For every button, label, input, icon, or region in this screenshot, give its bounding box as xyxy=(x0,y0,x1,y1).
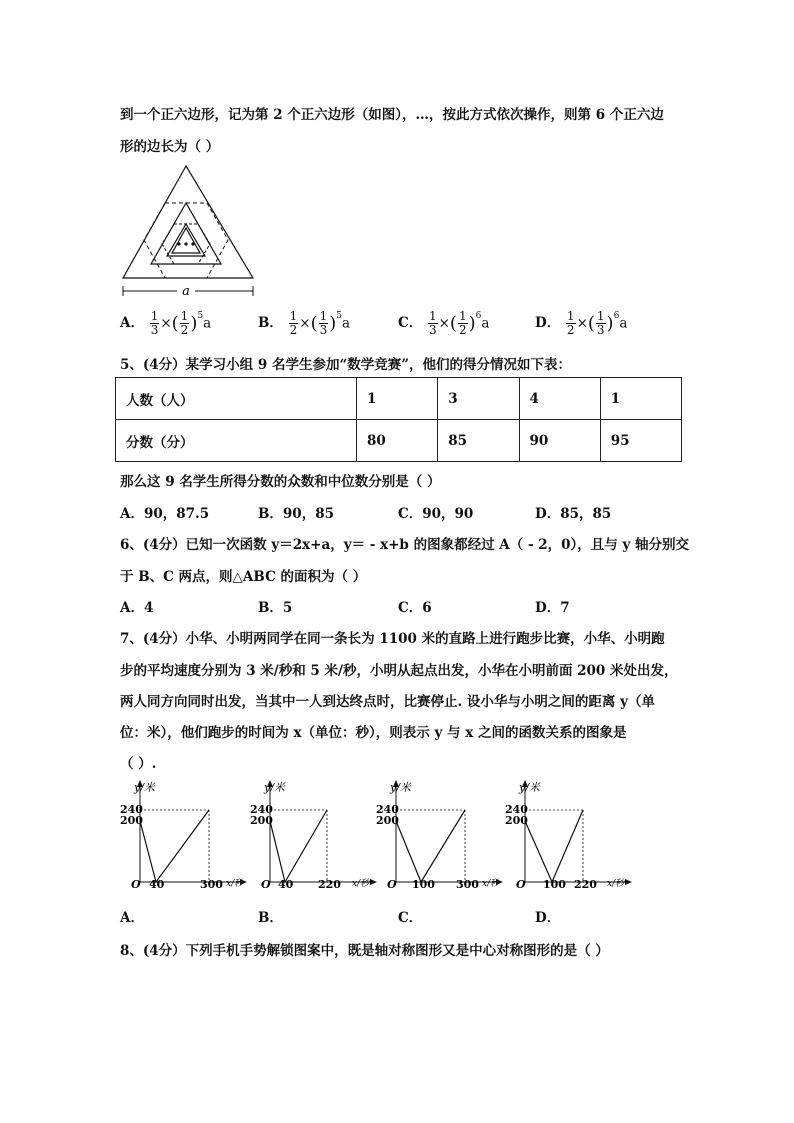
nested-hexagon-figure xyxy=(115,160,265,300)
svg-text:300: 300 xyxy=(456,878,479,891)
svg-text:200: 200 xyxy=(120,814,143,827)
q5-option-b[interactable]: B．90，85 xyxy=(258,506,334,522)
svg-text:y/米: y/米 xyxy=(390,781,411,794)
svg-text:40: 40 xyxy=(278,878,294,891)
figure-side-label: a xyxy=(182,284,190,299)
q7-line-5: （ ）. xyxy=(120,756,157,772)
row-header: 人数（人） xyxy=(116,378,357,420)
row-header: 分数（分） xyxy=(116,420,357,462)
q6-option-d[interactable]: D．7 xyxy=(535,600,570,616)
graph-a-label[interactable]: A． xyxy=(120,910,144,926)
q4-line-2: 形的边长为（ ） xyxy=(120,139,220,155)
table-cell: 1 xyxy=(600,378,681,420)
graph-c-label[interactable]: C． xyxy=(398,910,423,926)
svg-text:300: 300 xyxy=(200,878,223,891)
svg-text:220: 220 xyxy=(574,878,597,891)
q7-line-3: 两人同方向同时出发，当其中一人到达终点时，比赛停止. 设小华与小明之间的距离 y（单 xyxy=(120,694,655,710)
svg-text:x/秒: x/秒 xyxy=(226,879,244,889)
svg-text:200: 200 xyxy=(376,814,399,827)
graph-c xyxy=(374,778,509,893)
table-row xyxy=(116,420,682,462)
svg-text:O: O xyxy=(131,878,141,891)
q5-stem: 5、(4分）某学习小组 9 名学生参加“数学竞赛”，他们的得分情况如下表： xyxy=(120,357,571,373)
svg-text:y/米: y/米 xyxy=(264,781,285,794)
svg-text:240: 240 xyxy=(120,803,143,816)
q7-line-4: 位：米），他们跑步的时间为 x（单位：秒），则表示 y 与 x 之间的函数关系的图象是 xyxy=(120,725,627,741)
q6-option-c[interactable]: C．6 xyxy=(398,600,432,616)
svg-text:x/秒: x/秒 xyxy=(482,879,500,889)
svg-text:200: 200 xyxy=(250,814,273,827)
svg-text:240: 240 xyxy=(505,803,528,816)
svg-text:220: 220 xyxy=(318,878,341,891)
svg-text:O: O xyxy=(516,878,526,891)
q5-options xyxy=(120,502,680,522)
q6-line-1: 6、(4分）已知一次函数 y＝2x+a，y＝ - x+b 的图象都经过 A（ - 2，0），且与 y 轴分别交 xyxy=(120,537,690,553)
svg-text:O: O xyxy=(261,878,271,891)
table-cell: 85 xyxy=(438,420,519,462)
table-cell: 90 xyxy=(519,420,600,462)
q6-line-2: 于 B、C 两点，则△ABC 的面积为（ ） xyxy=(120,569,367,585)
graph-d xyxy=(503,778,638,893)
svg-text:O: O xyxy=(387,878,397,891)
svg-text:240: 240 xyxy=(376,803,399,816)
q5-option-d[interactable]: D．85，85 xyxy=(535,506,612,522)
q4-option-d[interactable]: D． $\frac{1}{2}$ ×( $\frac{1}{3}$ )$^6$a xyxy=(535,309,628,337)
q4-option-c[interactable]: C． $\frac{1}{3}$ ×( $\frac{1}{2}$ )$^6$a xyxy=(398,309,490,337)
svg-text:100: 100 xyxy=(543,878,566,891)
svg-text:x/秒: x/秒 xyxy=(607,879,625,889)
svg-text:40: 40 xyxy=(149,878,165,891)
svg-text:x/秒: x/秒 xyxy=(352,879,370,889)
q4-line-1: 到一个正六边形，记为第 2 个正六边形（如图），…，按此方式依次操作，则第 6 个正六边 xyxy=(120,107,664,123)
q7-line-1: 7、(4分）小华、小明两同学在同一条长为 1100 米的直路上进行跑步比赛，小华、小明跑 xyxy=(120,631,665,647)
graph-d-label[interactable]: D． xyxy=(535,910,561,926)
q6-options xyxy=(120,596,680,616)
graph-b xyxy=(248,778,383,893)
q4-option-a[interactable]: A． $\frac{1}{3}$ ×( $\frac{1}{2}$ )$^5$a xyxy=(120,309,212,337)
q4-options xyxy=(120,310,680,344)
graph-b-label[interactable]: B． xyxy=(258,910,283,926)
q5-question: 那么这 9 名学生所得分数的众数和中位数分别是（ ） xyxy=(120,474,441,490)
graph-a xyxy=(118,778,253,893)
svg-text:y/米: y/米 xyxy=(134,781,155,794)
svg-text:240: 240 xyxy=(250,803,273,816)
svg-text:200: 200 xyxy=(505,814,528,827)
table-cell: 1 xyxy=(357,378,438,420)
q5-option-c[interactable]: C．90，90 xyxy=(398,506,474,522)
score-table xyxy=(115,377,682,462)
table-row xyxy=(116,378,682,420)
svg-text:100: 100 xyxy=(412,878,435,891)
table-cell: 4 xyxy=(519,378,600,420)
q5-option-a[interactable]: A．90，87.5 xyxy=(120,506,210,522)
q6-option-a[interactable]: A．4 xyxy=(120,600,154,616)
svg-text:y/米: y/米 xyxy=(519,781,540,794)
q7-line-2: 步的平均速度分别为 3 米/秒和 5 米/秒，小明从起点出发，小华在小明前面 200 米处出发， xyxy=(120,663,678,679)
q4-option-b[interactable]: B． $\frac{1}{2}$ ×( $\frac{1}{3}$ )$^5$a xyxy=(258,309,351,337)
table-cell: 95 xyxy=(600,420,681,462)
table-cell: 3 xyxy=(438,378,519,420)
q8-stem: 8、(4分）下列手机手势解锁图案中，既是轴对称图形又是中心对称图形的是（ ） xyxy=(120,943,609,959)
table-cell: 80 xyxy=(357,420,438,462)
q6-option-b[interactable]: B．5 xyxy=(258,600,293,616)
